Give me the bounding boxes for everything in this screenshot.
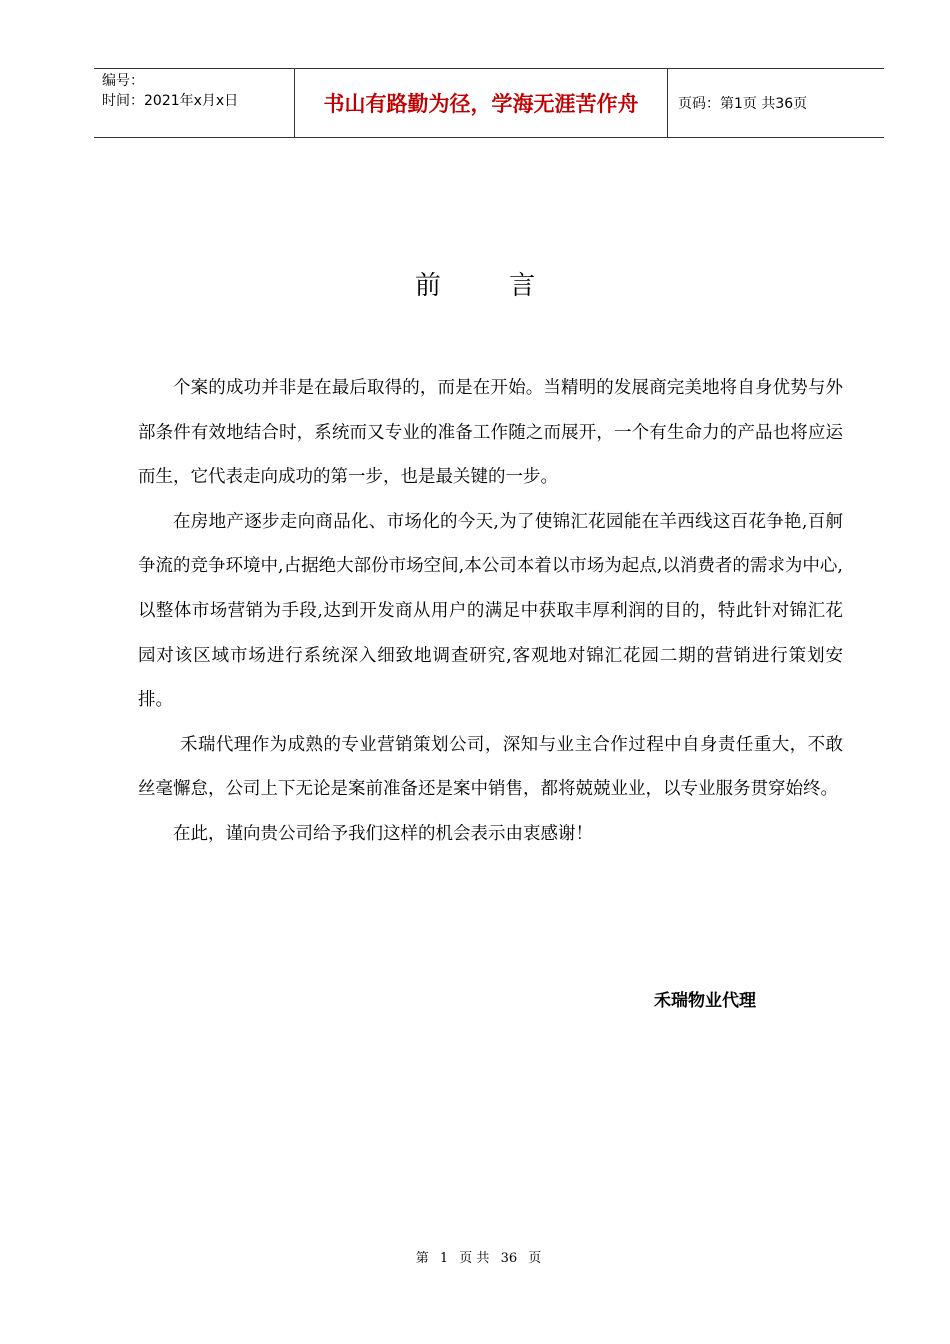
- number-label: 编号：: [102, 73, 144, 89]
- paragraph: 个案的成功并非是在最后取得的，而是在开始。当精明的发展商完美地将自身优势与外部条件有效地结合时，系统而又专业的准备工作随之而展开，一个有生命力的产品也将应运而生，它代表走向成功的第一步，也是最关键的一步。: [138, 378, 843, 488]
- document-header: [94, 68, 884, 138]
- signature: 禾瑞物业代理: [654, 991, 756, 1011]
- paragraph: 在房地产逐步走向商品化、市场化的今天,为了使锦汇花园能在羊西线这百花争艳,百舸争流的竞争环境中,占据绝大部份市场空间,本公司本着以市场为起点,以消费者的需求为中心,以整体市场营销为手段,达到开发商从用户的满足中获取丰厚利润的目的，特此针对锦汇花园对该区域市场进行系统深入细致地调查研究,客观地对锦汇花园二期的营销进行策划安排。: [138, 511, 843, 711]
- header-meta: [94, 69, 295, 137]
- footer-prefix: 第: [415, 1251, 429, 1266]
- page-title: 前 言: [414, 271, 566, 301]
- footer-page-total: 36: [500, 1251, 518, 1266]
- time-label: 时间：2021年x月x日: [102, 93, 239, 109]
- paragraph: 在此，谨向贵公司给予我们这样的机会表示由衷感谢！: [173, 823, 593, 844]
- document-body: [138, 366, 843, 857]
- footer-suffix: 页: [528, 1251, 542, 1266]
- footer-page-number: 1: [439, 1251, 449, 1266]
- header-motto: 书山有路勤为径，学海无涯苦作舟: [295, 69, 668, 137]
- paragraph: 禾瑞代理作为成熟的专业营销策划公司，深知与业主合作过程中自身责任重大，不敢丝毫懈怠，公司上下无论是案前准备还是案中销售，都将兢兢业业，以专业服务贯穿始终。: [138, 734, 843, 800]
- page-footer: [0, 1247, 950, 1266]
- header-page-info: 页码：第1页 共36页: [678, 96, 808, 112]
- footer-mid: 页 共: [459, 1251, 490, 1266]
